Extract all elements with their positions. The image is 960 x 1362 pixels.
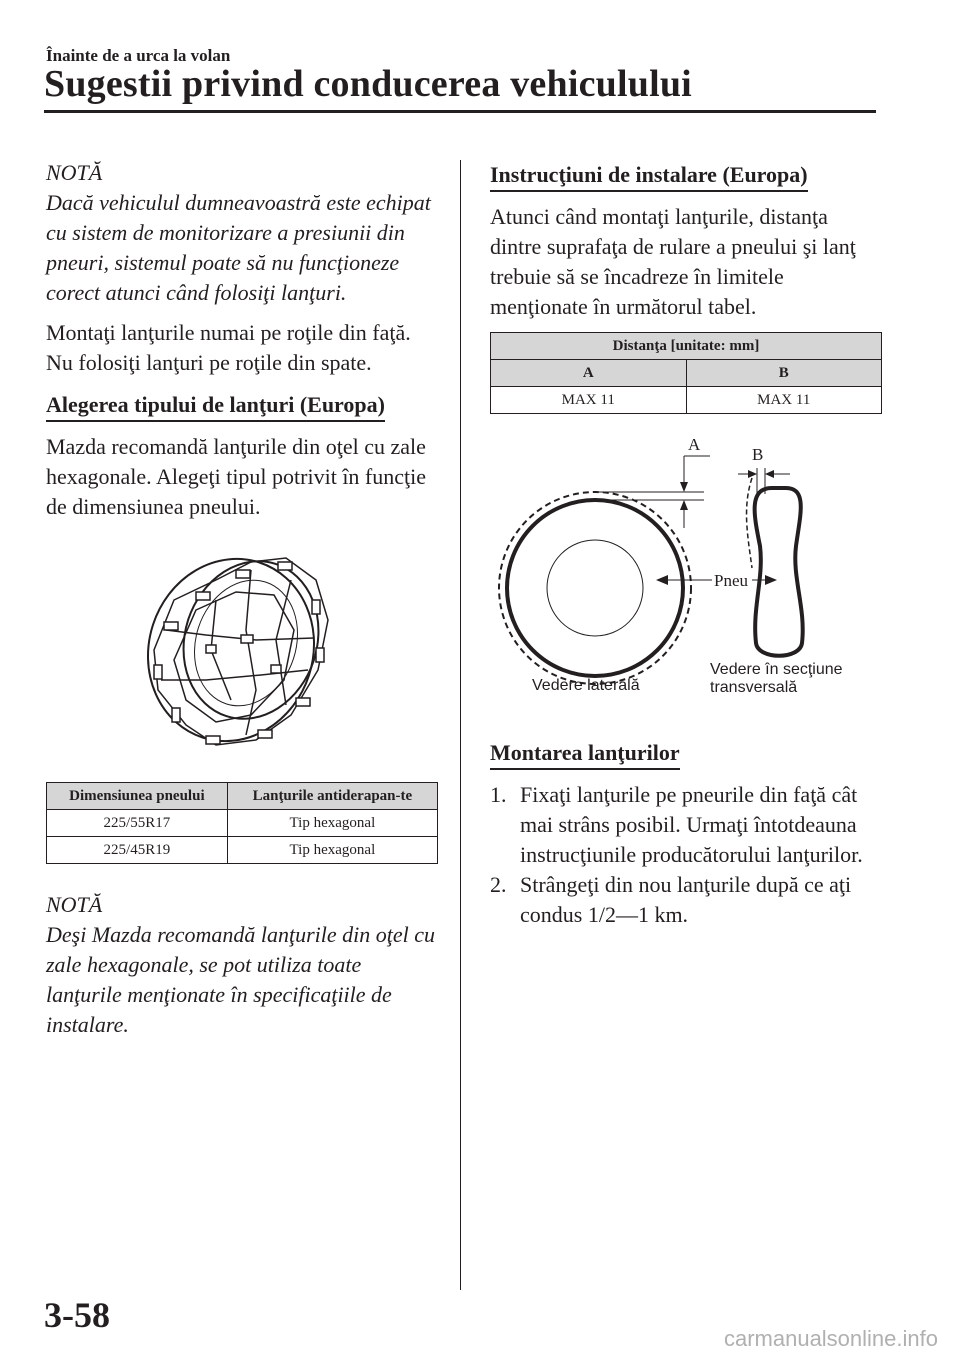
table-header-chain-type: Lanţurile antiderapan-te	[227, 783, 437, 810]
page-title: Sugestii privind conducerea vehiculului	[44, 63, 692, 105]
table-row	[47, 837, 438, 864]
step-number: 1.	[490, 782, 507, 807]
heading-chain-selection: Alegerea tipului de lanţuri (Europa)	[46, 392, 385, 422]
header-rule	[44, 110, 876, 113]
note-title: NOTĂ	[46, 892, 103, 917]
label-b: B	[752, 445, 764, 464]
note-body: Dacă vehiculul dumneavoastră este echipat cu sistem de monitorizare a presiunii din pneuri, sistemul poate să nu funcţioneze corect atunci când folosiţi lanţuri.	[46, 190, 431, 305]
left-column	[46, 158, 438, 1050]
right-column	[490, 158, 882, 930]
list-item	[490, 780, 882, 870]
table-header-tire-size: Dimensiunea pneului	[47, 783, 228, 810]
tire-chain-table	[46, 782, 438, 864]
label-a: A	[688, 438, 701, 454]
table-title: Distanţa [unitate: mm]	[491, 333, 882, 360]
label-cross-section-2: transversală	[710, 679, 798, 696]
section-label: Înainte de a urca la volan	[46, 46, 231, 65]
table-row	[47, 810, 438, 837]
table-cell: 225/45R19	[47, 837, 228, 864]
heading-installation: Instrucţiuni de instalare (Europa)	[490, 162, 808, 192]
step-text: Fixaţi lanţurile pe pneurile din faţă cât mai strâns posibil. Urmaţi întotdeauna instrucţiunile producătorului lanţurilor.	[520, 782, 863, 867]
table-header-b: B	[686, 360, 882, 387]
clearance-diagram	[490, 438, 876, 710]
table-cell: MAX 11	[686, 387, 882, 414]
table-row	[491, 387, 882, 414]
table-cell: MAX 11	[491, 387, 687, 414]
paragraph-chain-recommendation: Mazda recomandă lanţurile din oţel cu zale hexagonale. Alegeţi tipul potrivit în funcţie de dimensiunea pneului.	[46, 434, 427, 519]
page-number: 3-58	[44, 1295, 110, 1335]
watermark: carmanualsonline.info	[723, 1326, 938, 1351]
label-side-view: Vedere laterală	[532, 677, 640, 694]
list-item	[490, 870, 882, 930]
step-text: Strângeţi din nou lanţurile după ce aţi condus 1/2—1 km.	[520, 872, 852, 927]
table-header-a: A	[491, 360, 687, 387]
clearance-table	[490, 332, 882, 414]
heading-mounting: Montarea lanţurilor	[490, 740, 680, 770]
step-number: 2.	[490, 872, 507, 897]
table-cell: Tip hexagonal	[227, 837, 437, 864]
note-title: NOTĂ	[46, 160, 103, 185]
label-cross-section-1: Vedere în secţiune	[710, 661, 843, 678]
label-tire: Pneu	[714, 571, 748, 590]
paragraph-installation: Atunci când montaţi lanţurile, distanţa dintre suprafaţa de rulare a pneului şi lanţ trebuie să se încadreze în limitele menţionate în următorul tabel.	[490, 204, 856, 319]
column-divider	[460, 160, 461, 1290]
paragraph-front-wheels: Montaţi lanţurile numai pe roţile din faţă. Nu folosiţi lanţuri pe roţile din spate.	[46, 320, 411, 375]
mounting-steps	[490, 780, 882, 930]
note-body: Deşi Mazda recomandă lanţurile din oţel cu zale hexagonale, se pot utiliza toate lanţurile menţionate în specificaţiile de instalare.	[46, 922, 436, 1037]
tire-chain-illustration	[46, 540, 438, 750]
table-cell: 225/55R17	[47, 810, 228, 837]
table-cell: Tip hexagonal	[227, 810, 437, 837]
